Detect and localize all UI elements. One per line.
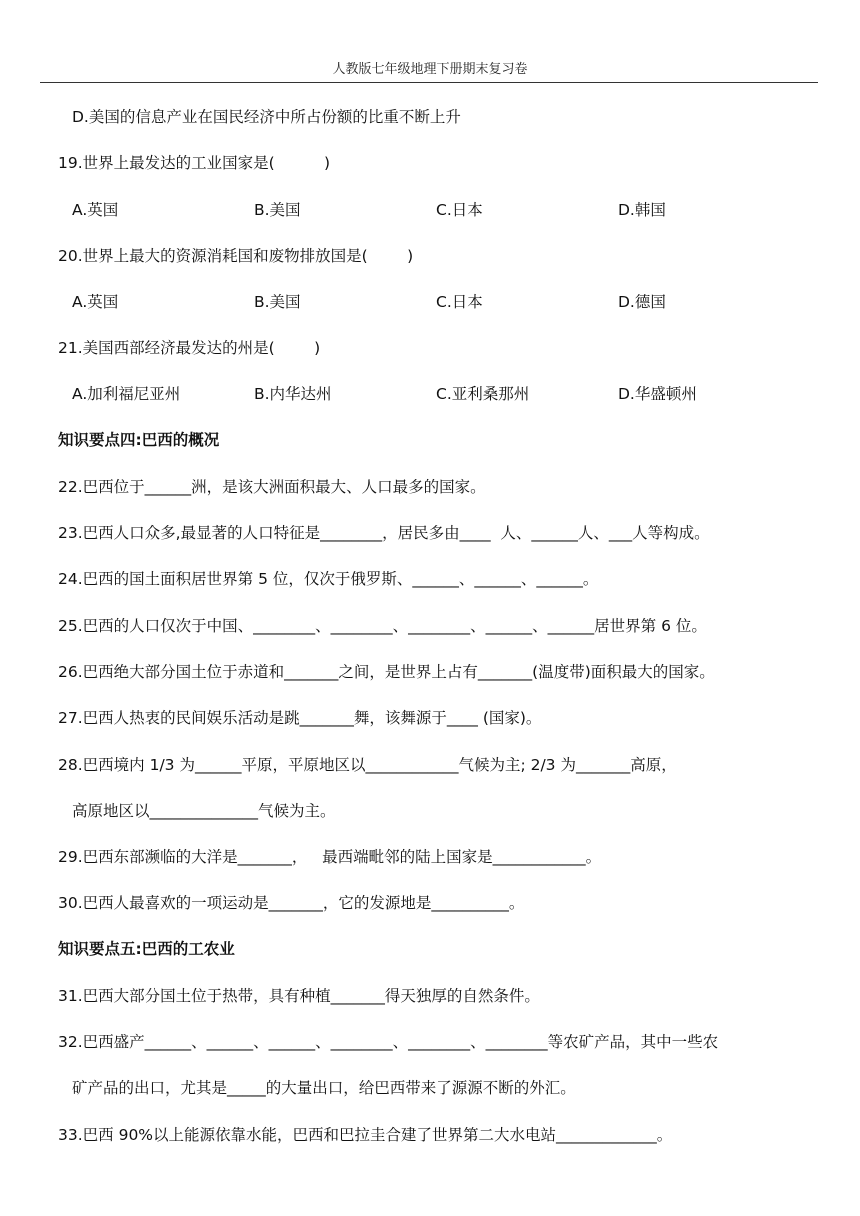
question-28-line1: 28.巴西境内 1/3 为______平原，平原地区以____________气候为主; 2/3 为_______高原， (58, 756, 677, 774)
option-a: A.加利福尼亚州 (72, 385, 181, 403)
section-heading-5: 知识要点五:巴西的工农业 (58, 940, 235, 958)
question-21: 21.美国西部经济最发达的州是( ) (58, 339, 321, 357)
option-b: B.美国 (254, 293, 301, 311)
option-d: D.德国 (618, 293, 666, 311)
question-24: 24.巴西的国土面积居世界第 5 位，仅次于俄罗斯、______、______、______。 (58, 570, 599, 588)
question-32-line2: 矿产品的出口，尤其是_____的大量出口，给巴西带来了源源不断的外汇。 (72, 1079, 576, 1097)
question-20: 20.世界上最大的资源消耗国和废物排放国是( ) (58, 247, 414, 265)
question-30: 30.巴西人最喜欢的一项运动是_______，它的发源地是__________。 (58, 894, 525, 912)
option-c: C.亚利桑那州 (436, 385, 530, 403)
header-divider (40, 82, 818, 83)
option-a: A.英国 (72, 201, 119, 219)
option-18-d: D.美国的信息产业在国民经济中所占份额的比重不断上升 (72, 108, 461, 126)
question-22: 22.巴西位于______洲，是该大洲面积最大、人口最多的国家。 (58, 478, 486, 496)
question-26: 26.巴西绝大部分国土位于赤道和_______之间，是世界上占有_______(温度带)面积最大的国家。 (58, 663, 715, 681)
option-c: C.日本 (436, 293, 483, 311)
question-29: 29.巴西东部濒临的大洋是_______， 最西端毗邻的陆上国家是____________。 (58, 848, 602, 866)
section-heading-4: 知识要点四:巴西的概况 (58, 431, 220, 449)
question-32-line1: 32.巴西盛产______、______、______、________、________、________等农矿产品，其中一些农 (58, 1033, 719, 1051)
option-d: D.华盛顿州 (618, 385, 697, 403)
question-28-line2: 高原地区以______________气候为主。 (72, 802, 336, 820)
option-b: B.美国 (254, 201, 301, 219)
page-header: 人教版七年级地理下册期末复习卷 (332, 62, 528, 77)
option-d: D.韩国 (618, 201, 666, 219)
question-31: 31.巴西大部分国土位于热带，具有种植_______得天独厚的自然条件。 (58, 987, 540, 1005)
question-25: 25.巴西的人口仅次于中国、________、________、________、______、______居世界第 6 位。 (58, 617, 707, 635)
question-27: 27.巴西人热衷的民间娱乐活动是跳_______舞，该舞源于____ (国家)。 (58, 709, 542, 727)
option-a: A.英国 (72, 293, 119, 311)
question-19: 19.世界上最发达的工业国家是( ) (58, 154, 331, 172)
option-b: B.内华达州 (254, 385, 332, 403)
option-c: C.日本 (436, 201, 483, 219)
question-33: 33.巴西 90%以上能源依靠水能，巴西和巴拉圭合建了世界第二大水电站_____________。 (58, 1126, 673, 1144)
question-23: 23.巴西人口众多,最显著的人口特征是________，居民多由____ 人、______人、___人等构成。 (58, 524, 710, 542)
